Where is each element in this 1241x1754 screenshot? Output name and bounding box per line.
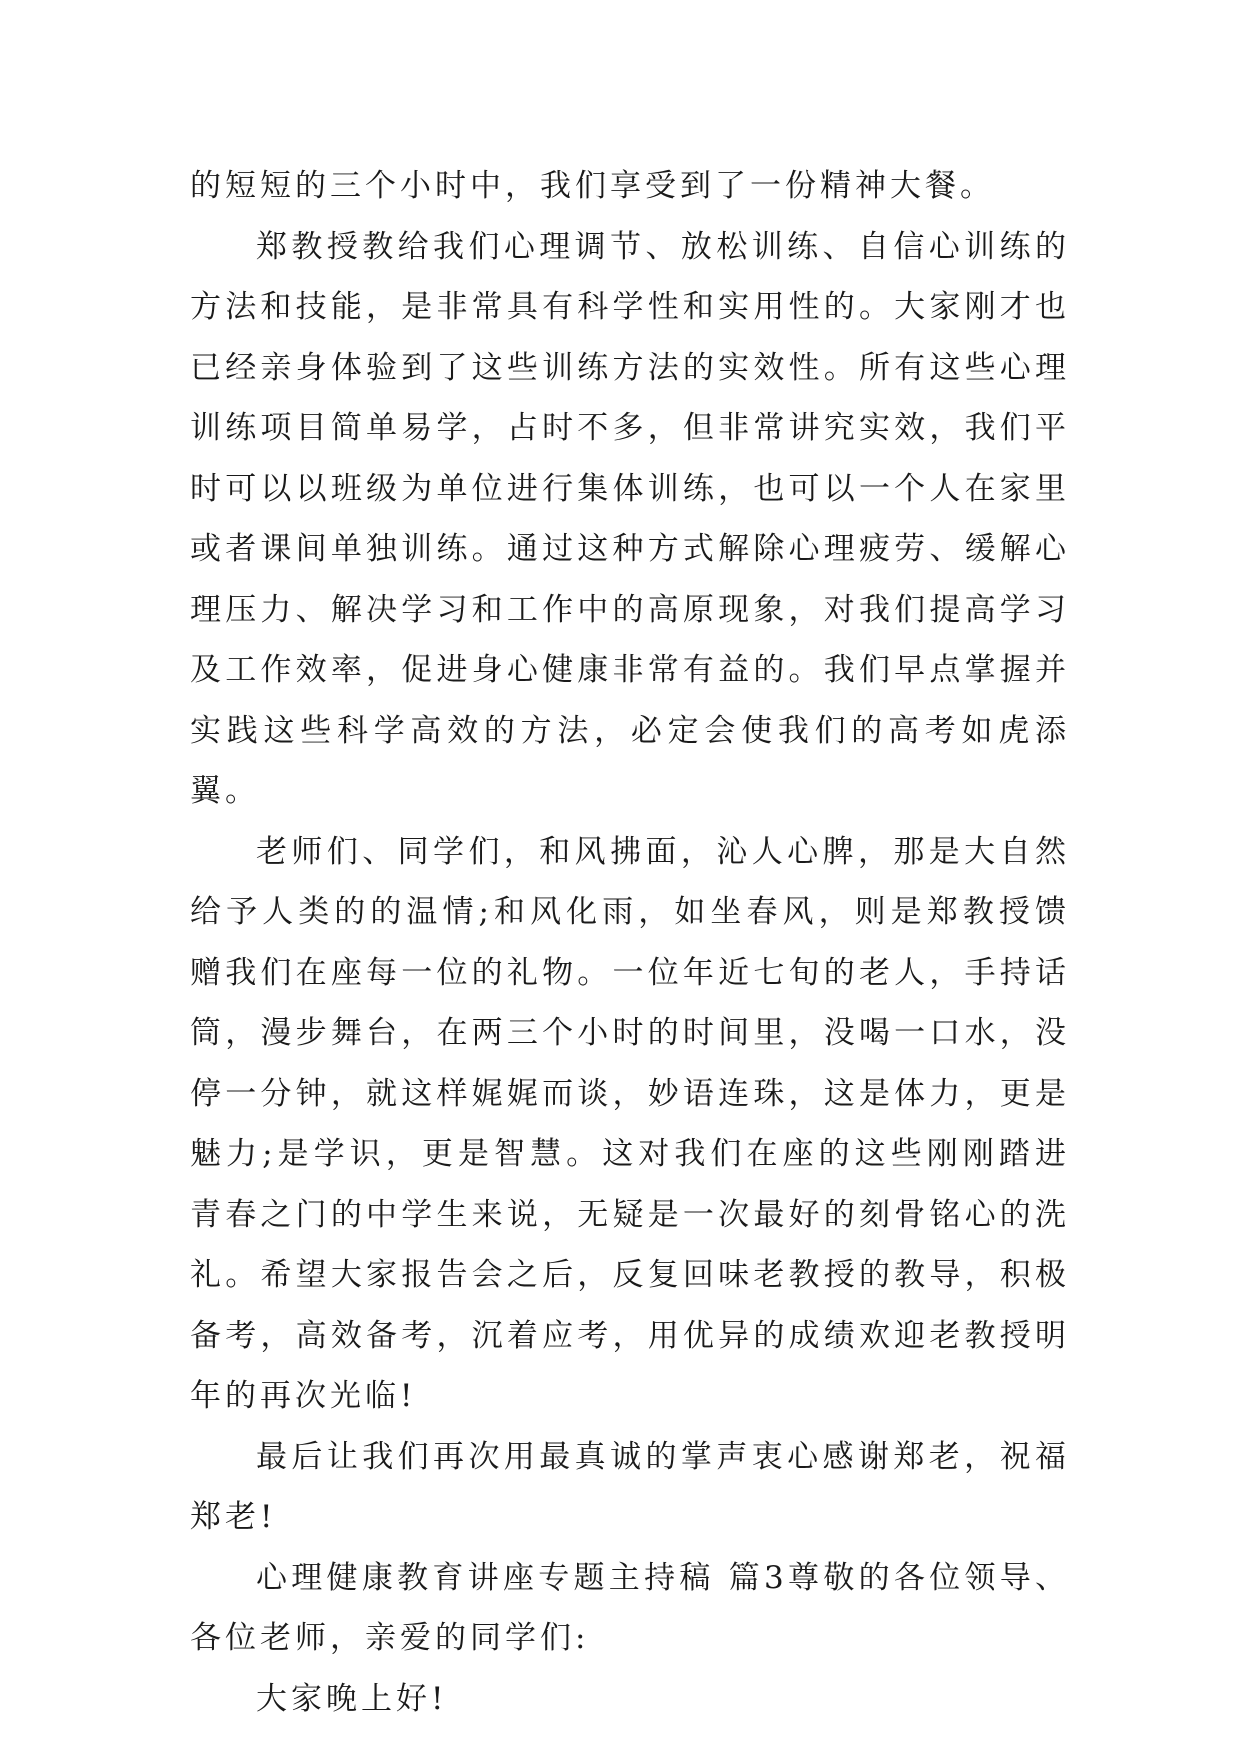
paragraph-1: 的短短的三个小时中，我们享受到了一份精神大餐。 — [190, 168, 995, 204]
paragraph-3: 老师们、同学们，和风拂面，沁人心脾，那是大自然给予人类的的温情;和风化雨，如坐春风，则是郑教授馈赠我们在座每一位的礼物。一位年近七旬的老人，手持话筒，漫步舞台，在两三个小时的时间里，没喝一口水，没停一分钟，就这样娓娓而谈，妙语连珠，这是体力，更是魅力;是学识，更是智慧。这对我们在座的这些刚刚踏进青春之门的中学生来说，无疑是一次最好的刻骨铭心的洗礼。希望大家报告会之后，反复回味老教授的教导，积极备考，高效备考，沉着应考，用优异的成绩欢迎老教授明年的再次光临! — [190, 833, 1070, 1414]
paragraph-5: 心理健康教育讲座专题主持稿 篇3尊敬的各位领导、各位老师，亲爱的同学们: — [190, 1559, 1070, 1656]
paragraph-2: 郑教授教给我们心理调节、放松训练、自信心训练的方法和技能，是非常具有科学性和实用性的。大家刚才也已经亲身体验到了这些训练方法的实效性。所有这些心理训练项目简单易学，占时不多，但非常讲究实效，我们平时可以以班级为单位进行集体训练，也可以一个人在家里或者课间单独训练。通过这种方式解除心理疲劳、缓解心理压力、解决学习和工作中的高原现象，对我们提高学习及工作效率，促进身心健康非常有益的。我们早点掌握并实践这些科学高效的方法，必定会使我们的高考如虎添翼。 — [190, 228, 1070, 809]
document-body — [190, 156, 1070, 1729]
paragraph-4: 最后让我们再次用最真诚的掌声衷心感谢郑老，祝福郑老! — [190, 1438, 1070, 1535]
paragraph-6: 大家晚上好! — [256, 1680, 448, 1717]
